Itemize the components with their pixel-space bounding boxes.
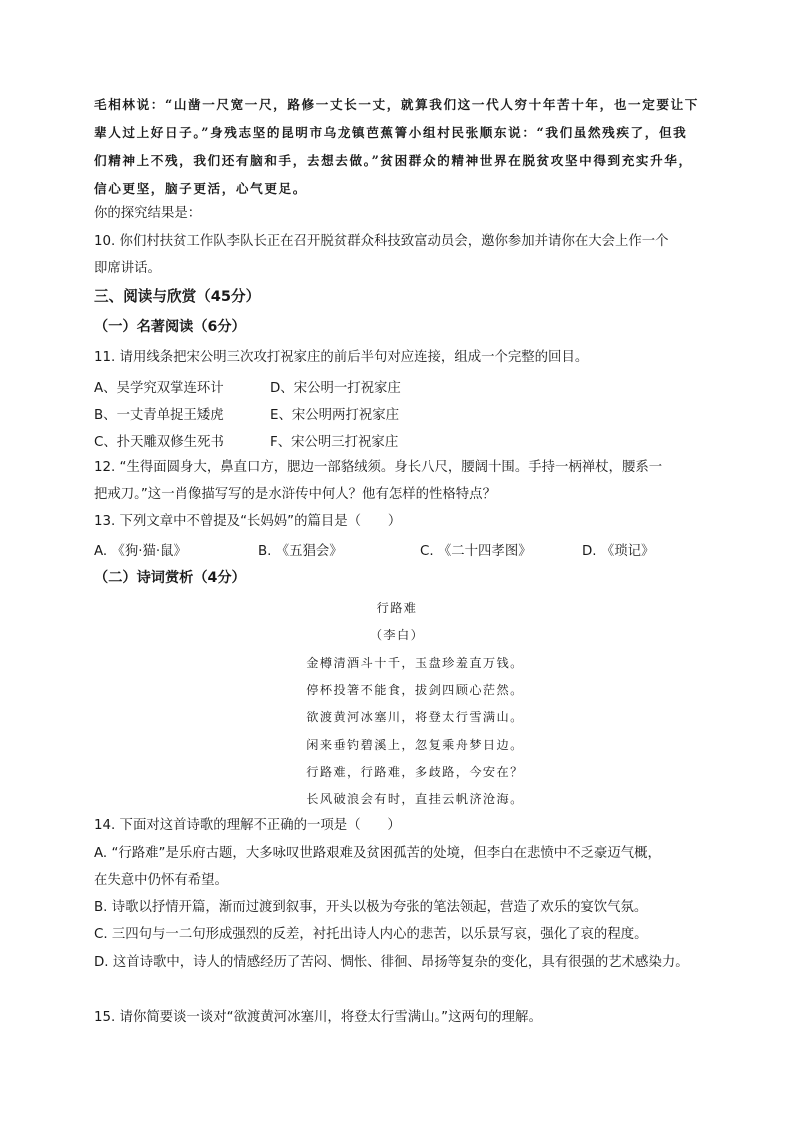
question-10-line-1: 10. 你们村扶贫工作队李队长正在召开脱贫群众科技致富动员会，邀你参加并请你在大会上作一个 bbox=[94, 234, 669, 249]
poem-line-4: 闲来垂钓碧溪上，忽复乘舟梦日边。 bbox=[306, 738, 524, 752]
q14-option-d: D. 这首诗歌中，诗人的情感经历了苦闷、惆怅、徘徊、昂扬等复杂的变化，具有很强的艺术感染力。 bbox=[94, 955, 689, 970]
q13-option-c: C. 《二十四孝图》 bbox=[420, 544, 532, 559]
poem-line-6: 长风破浪会有时，直挂云帆济沧海。 bbox=[306, 792, 524, 806]
result-prompt: 你的探究结果是： bbox=[94, 206, 202, 221]
poem-line-1: 金樽清酒斗十千，玉盘珍羞直万钱。 bbox=[306, 656, 524, 670]
q14-option-a-line-1: A. “行路难”是乐府古题，大多咏叹世路艰难及贫困孤苦的处境，但李白在悲愤中不乏豪迈气概， bbox=[94, 846, 661, 861]
part-1-heading: （一）名著阅读（6分） bbox=[94, 319, 246, 335]
poem-line-5: 行路难，行路难，多歧路，今安在？ bbox=[306, 765, 524, 779]
question-11: 11. 请用线条把宋公明三次攻打祝家庄的前后半句对应连接，组成一个完整的回目。 bbox=[94, 350, 589, 365]
question-13: 13. 下列文章中不曾提及“长妈妈”的篇目是（ ） bbox=[94, 514, 402, 529]
q14-option-b: B. 诗歌以抒情开篇，渐而过渡到叙事，开头以极为夸张的笔法领起，营造了欢乐的宴饮气氛。 bbox=[94, 900, 648, 915]
passage-line-1: 毛相林说：“山凿一尺宽一尺，路修一丈长一丈，就算我们这一代人穷十年苦十年，也一定要让下 bbox=[94, 97, 699, 112]
section-3-heading: 三、阅读与欣赏（45分） bbox=[94, 288, 261, 305]
q14-option-a-line-2: 在失意中仍怀有希望。 bbox=[94, 873, 228, 888]
poem-line-2: 停杯投箸不能食，拔剑四顾心茫然。 bbox=[306, 683, 524, 697]
poem-line-3: 欲渡黄河冰塞川，将登太行雪满山。 bbox=[306, 710, 524, 724]
poem-author: （李白） bbox=[369, 628, 425, 642]
passage-line-3: 们精神上不残，我们还有脑和手，去想去做。”贫困群众的精神世界在脱贫攻坚中得到充实升华， bbox=[94, 153, 693, 168]
q13-option-b: B. 《五猖会》 bbox=[258, 544, 343, 559]
question-15: 15. 请你简要谈一谈对“欲渡黄河冰塞川，将登太行雪满山。”这两句的理解。 bbox=[94, 1010, 542, 1025]
q14-option-c: C. 三四句与一二句形成强烈的反差，衬托出诗人内心的悲苦，以乐景写哀，强化了哀的程度。 bbox=[94, 927, 648, 942]
question-14: 14. 下面对这首诗歌的理解不正确的一项是（ ） bbox=[94, 818, 401, 833]
question-12-line-2: 把戒刀。”这一肖像描写写的是水浒传中何人？他有怎样的性格特点？ bbox=[94, 487, 496, 502]
q11-option-f: F、宋公明三打祝家庄 bbox=[270, 435, 399, 450]
poem-title: 行路难 bbox=[376, 601, 418, 615]
q13-option-d: D. 《琐记》 bbox=[582, 544, 655, 559]
q11-option-c: C、扑天雕双修生死书 bbox=[94, 435, 224, 450]
passage-line-2: 辈人过上好日子。”身残志坚的昆明市乌龙镇芭蕉箐小组村民张顺东说：“我们虽然残疾了，但我 bbox=[94, 125, 688, 140]
q11-option-a: A、吴学究双掌连环计 bbox=[94, 381, 224, 396]
q11-option-e: E、宋公明两打祝家庄 bbox=[270, 408, 399, 423]
question-12-line-1: 12. “生得面圆身大，鼻直口方，腮边一部貉绒须。身长八尺，腰阔十围。手持一柄禅杖，腰系一 bbox=[94, 460, 663, 475]
part-2-heading: （二）诗词赏析（4分） bbox=[94, 570, 246, 586]
passage-line-4: 信心更坚，脑子更活，心气更足。 bbox=[94, 181, 307, 196]
q11-option-d: D、宋公明一打祝家庄 bbox=[270, 381, 401, 396]
q11-option-b: B、一丈青单捉王矮虎 bbox=[94, 408, 224, 423]
question-10-line-2: 即席讲话。 bbox=[94, 261, 161, 276]
q13-option-a: A. 《狗·猫·鼠》 bbox=[94, 544, 187, 559]
